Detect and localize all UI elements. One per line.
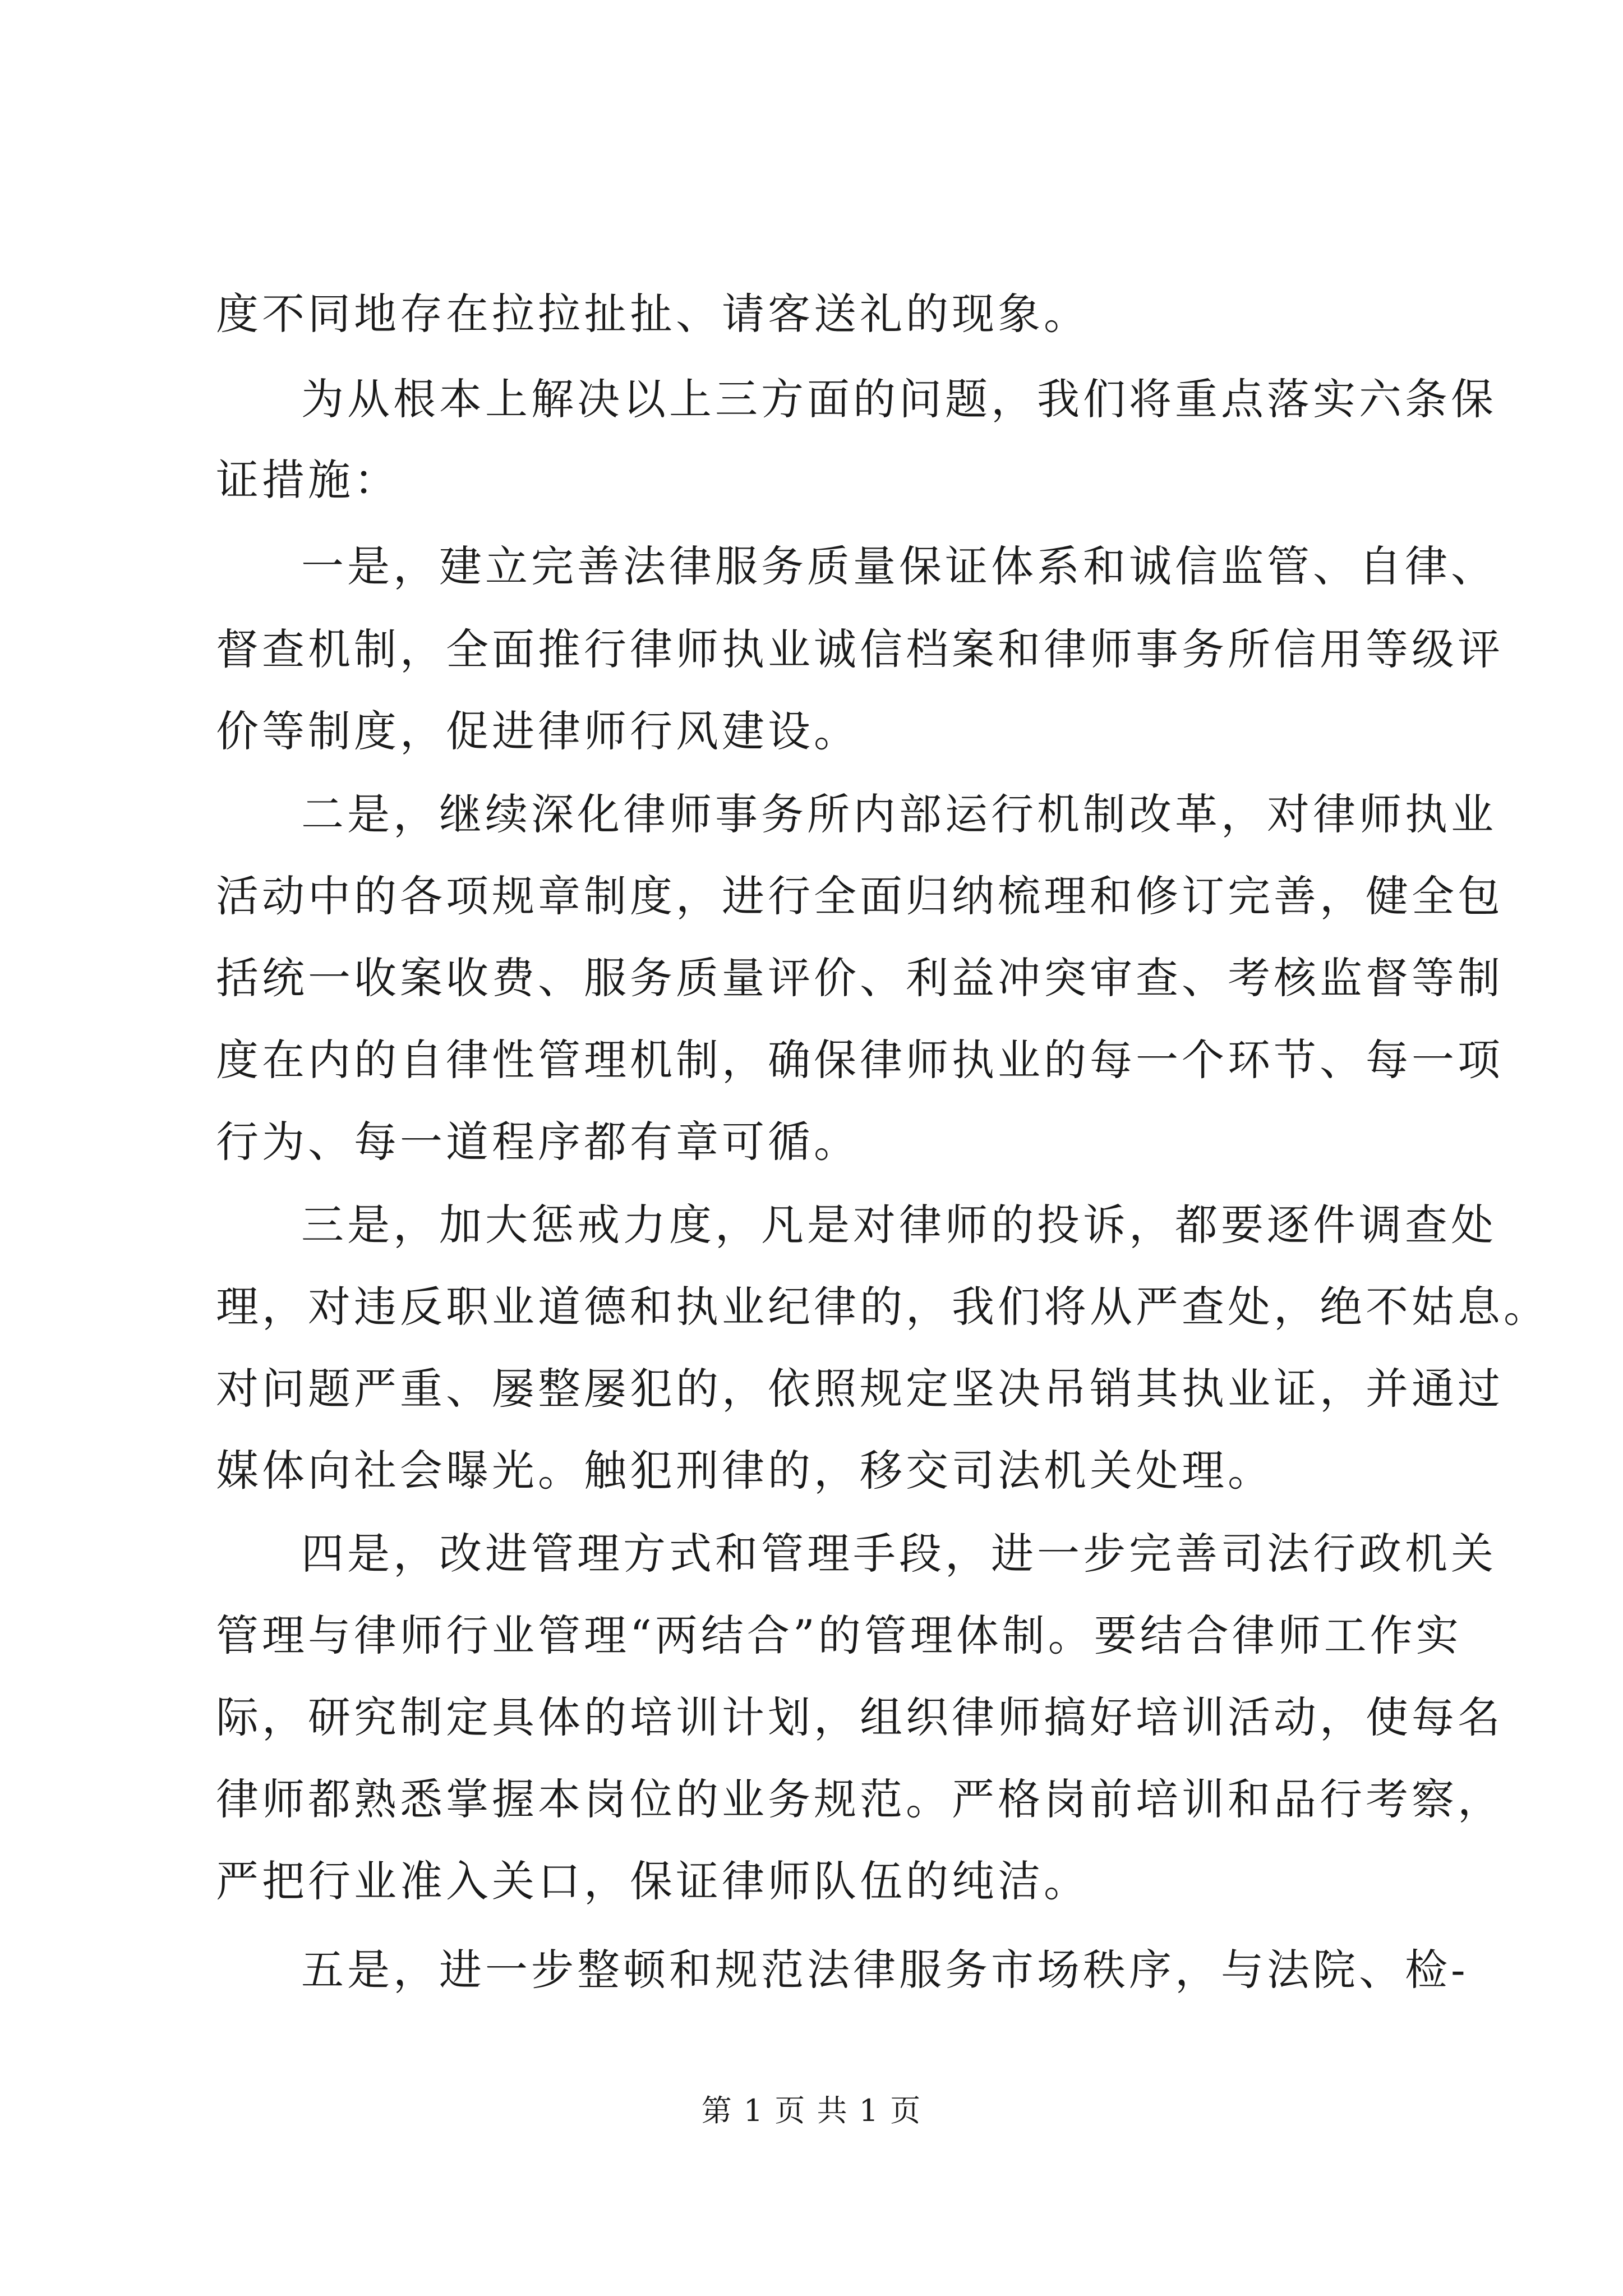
text-line-19: 律师都熟悉掌握本岗位的业务规范。严格岗前培训和品行考察， [216, 1774, 1504, 1824]
text-line-14: 对问题严重、屡整屡犯的，依照规定坚决吊销其执业证，并通过 [216, 1364, 1504, 1414]
text-line-10: 度在内的自律性管理机制，确保律师执业的每一个环节、每一项 [216, 1035, 1504, 1085]
text-line-11: 行为、每一道程序都有章可循。 [216, 1117, 860, 1167]
text-line-4: 一是，建立完善法律服务质量保证体系和诚信监管、自律、 [301, 541, 1497, 591]
text-line-16: 四是，改进管理方式和管理手段，进一步完善司法行政机关 [301, 1529, 1497, 1579]
page-number-footer: 第 1 页 共 1 页 [701, 2093, 922, 2128]
text-line-12: 三是，加大惩戒力度，凡是对律师的投诉，都要逐件调查处 [301, 1200, 1497, 1250]
text-line-21: 五是，进一步整顿和规范法律服务市场秩序，与法院、检- [301, 1945, 1469, 1995]
text-line-1: 度不同地存在拉拉扯扯、请客送礼的现象。 [216, 289, 1090, 339]
text-line-20: 严把行业准入关口，保证律师队伍的纯洁。 [216, 1856, 1090, 1906]
text-line-2: 为从根本上解决以上三方面的问题，我们将重点落实六条保 [301, 374, 1497, 424]
text-line-8: 活动中的各项规章制度，进行全面归纳梳理和修订完善，健全包 [216, 871, 1504, 921]
text-line-17: 管理与律师行业管理“两结合”的管理体制。要结合律师工作实 [216, 1611, 1462, 1660]
text-line-3: 证措施： [216, 455, 400, 505]
text-line-9: 括统一收案收费、服务质量评价、利益冲突审查、考核监督等制 [216, 953, 1504, 1003]
text-line-15: 媒体向社会曝光。触犯刑律的，移交司法机关处理。 [216, 1446, 1274, 1496]
text-line-18: 际，研究制定具体的培训计划，组织律师搞好培训活动，使每名 [216, 1692, 1504, 1742]
text-line-13: 理，对违反职业道德和执业纪律的，我们将从严查处，绝不姑息。 [216, 1282, 1550, 1332]
text-line-6: 价等制度，促进律师行风建设。 [216, 706, 860, 756]
text-line-7: 二是，继续深化律师事务所内部运行机制改革，对律师执业 [301, 789, 1497, 839]
text-line-5: 督查机制，全面推行律师执业诚信档案和律师事务所信用等级评 [216, 624, 1504, 674]
